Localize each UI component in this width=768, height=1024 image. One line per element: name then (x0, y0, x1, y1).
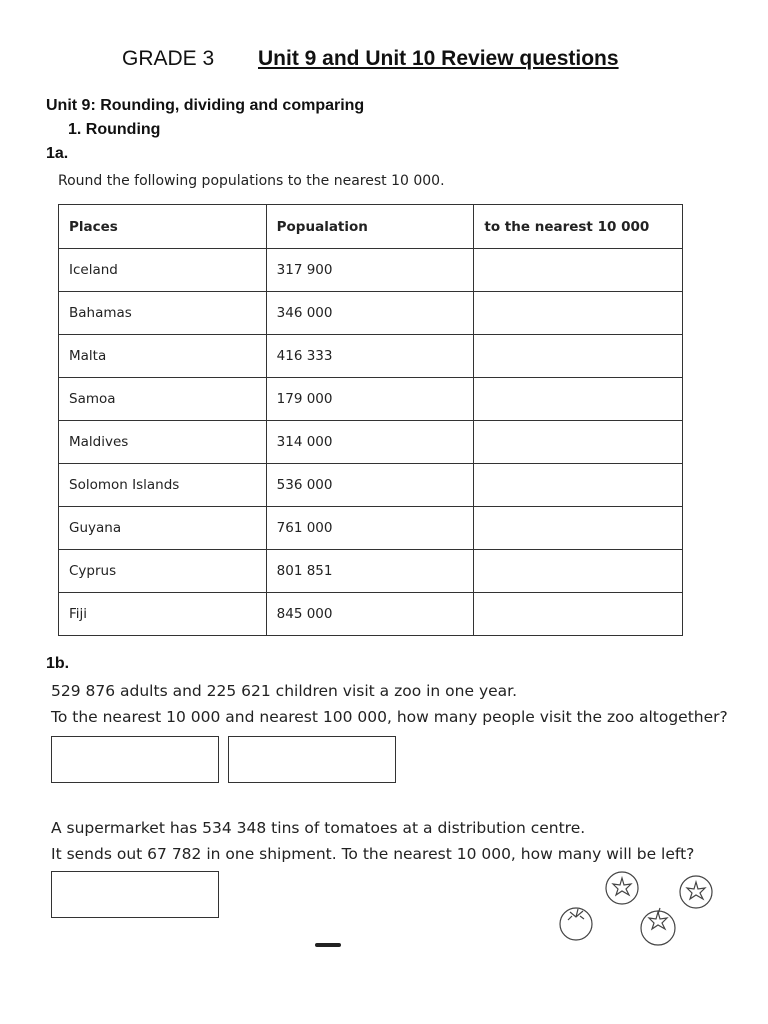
question-1a-label: 1a. (46, 145, 69, 162)
place-cell: Maldives (59, 421, 267, 464)
tomato-problem-line-1: A supermarket has 534 348 tins of tomatoes at a distribution centre. (51, 819, 586, 837)
table-row (59, 593, 683, 636)
place-cell: Malta (59, 335, 267, 378)
answer-box-nearest-10000[interactable] (51, 736, 219, 783)
question-1b-label: 1b. (46, 655, 70, 672)
answer-cell[interactable] (474, 464, 683, 507)
answer-cell[interactable] (474, 421, 683, 464)
column-header-population: Popualation (266, 205, 474, 249)
population-cell: 317 900 (266, 249, 474, 292)
place-cell: Cyprus (59, 550, 267, 593)
population-cell: 346 000 (266, 292, 474, 335)
answer-box-tomatoes-left[interactable] (51, 871, 219, 918)
population-cell: 179 000 (266, 378, 474, 421)
tomato-problem-line-2: It sends out 67 782 in one shipment. To the nearest 10 000, how many will be left? (51, 845, 695, 863)
place-cell: Guyana (59, 507, 267, 550)
table-row (59, 421, 683, 464)
answer-cell[interactable] (474, 249, 683, 292)
answer-box-nearest-100000[interactable] (228, 736, 396, 783)
place-cell: Bahamas (59, 292, 267, 335)
question-1a-instruction: Round the following populations to the nearest 10 000. (58, 173, 445, 189)
column-header-rounded: to the nearest 10 000 (474, 205, 683, 249)
table-row (59, 378, 683, 421)
column-header-places: Places (59, 205, 267, 249)
place-cell: Fiji (59, 593, 267, 636)
answer-cell[interactable] (474, 550, 683, 593)
population-table (58, 204, 683, 636)
table-row (59, 335, 683, 378)
population-cell: 314 000 (266, 421, 474, 464)
zoo-problem-line-2: To the nearest 10 000 and nearest 100 000, how many people visit the zoo altogether? (51, 708, 728, 726)
answer-cell[interactable] (474, 378, 683, 421)
answer-cell[interactable] (474, 335, 683, 378)
population-cell: 761 000 (266, 507, 474, 550)
place-cell: Samoa (59, 378, 267, 421)
answer-cell[interactable] (474, 292, 683, 335)
table-row (59, 550, 683, 593)
unit-heading: Unit 9: Rounding, dividing and comparing (46, 97, 365, 114)
answer-cell[interactable] (474, 593, 683, 636)
page-title: Unit 9 and Unit 10 Review questions (258, 47, 619, 70)
table-header-row (59, 205, 683, 249)
table-row (59, 464, 683, 507)
population-cell: 536 000 (266, 464, 474, 507)
tomatoes-illustration-icon (548, 862, 718, 957)
table-row (59, 249, 683, 292)
subsection-heading: 1. Rounding (68, 121, 161, 138)
grade-label: GRADE 3 (122, 47, 215, 70)
place-cell: Solomon Islands (59, 464, 267, 507)
population-cell: 801 851 (266, 550, 474, 593)
place-cell: Iceland (59, 249, 267, 292)
population-cell: 845 000 (266, 593, 474, 636)
population-cell: 416 333 (266, 335, 474, 378)
zoo-problem-line-1: 529 876 adults and 225 621 children visit a zoo in one year. (51, 682, 518, 700)
table-row (59, 292, 683, 335)
page-indicator-dash (315, 943, 341, 947)
table-row (59, 507, 683, 550)
answer-cell[interactable] (474, 507, 683, 550)
